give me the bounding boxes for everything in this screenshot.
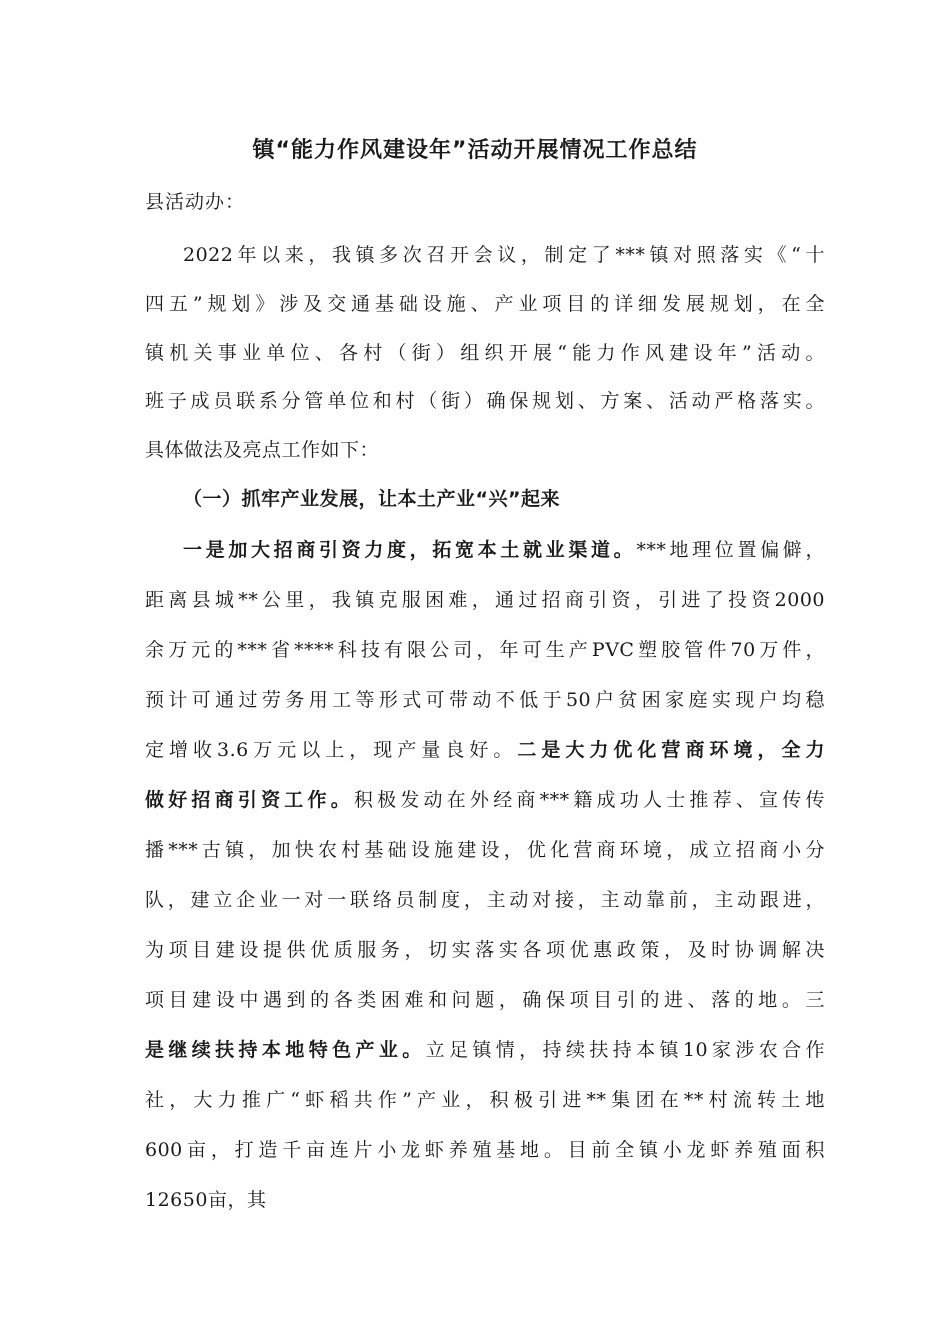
body-line-3: 余万元的***省****科技有限公司，年可生产PVC塑胶管件70万件，	[145, 639, 825, 661]
key-point-2-cont: 做好招商引资工作。	[145, 789, 354, 811]
intro-line-5: 具体做法及亮点工作如下：	[145, 439, 380, 461]
body-line-12: 社，大力推广“虾稻共作”产业，积极引进**集团在**村流转土地	[145, 1089, 825, 1111]
intro-line-2: 四五”规划》涉及交通基础设施、产业项目的详细发展规划，在全	[145, 293, 825, 315]
body-line-9: 为项目建设提供优质服务，切实落实各项优惠政策，及时协调解决	[145, 939, 825, 961]
body-line-10: 项目建设中遇到的各类困难和问题，确保项目引的进、落的地。三	[145, 989, 825, 1011]
body-line-7: 播***古镇，加快农村基础设施建设，优化营商环境，成立招商小分	[145, 839, 825, 861]
body-line-8: 队，建立企业一对一联络员制度，主动对接，主动靠前，主动跟进，	[145, 889, 825, 911]
key-point-1: 一是加大招商引资力度，拓宽本土就业渠道。	[183, 539, 637, 561]
body-text: 定增收3.6万元以上，现产量良好。	[145, 739, 518, 761]
body-line-2: 距离县城**公里，我镇克服困难，通过招商引资，引进了投资2000	[145, 589, 825, 611]
document-title: 镇“能力作风建设年”活动开展情况工作总结	[252, 138, 698, 163]
body-line-14: 12650亩，其	[145, 1189, 267, 1211]
body-line-4: 预计可通过劳务用工等形式可带动不低于50户贫困家庭实现户均稳	[145, 689, 825, 711]
body-line-11	[145, 1033, 825, 1067]
body-line-6	[145, 783, 825, 817]
body-line-13: 600亩，打造千亩连片小龙虾养殖基地。目前全镇小龙虾养殖面积	[145, 1139, 825, 1161]
intro-line-3: 镇机关事业单位、各村（街）组织开展“能力作风建设年”活动。	[145, 342, 825, 364]
section-heading: （一）抓牢产业发展，让本土产业“兴”起来	[183, 488, 560, 510]
body-text: ***地理位置偏僻，	[636, 539, 825, 561]
intro-line-4: 班子成员联系分管单位和村（街）确保规划、方案、活动严格落实。	[145, 390, 825, 412]
salutation: 县活动办：	[145, 191, 246, 213]
intro-line-1: 2022年以来，我镇多次召开会议，制定了***镇对照落实《“十	[183, 244, 825, 266]
body-text: 立足镇情，持续扶持本镇10家涉农合作	[425, 1039, 825, 1061]
body-line-1	[183, 533, 825, 567]
key-point-3: 是继续扶持本地特色产业。	[145, 1039, 426, 1061]
body-line-5	[145, 733, 825, 767]
key-point-2: 二是大力优化营商环境，全力	[517, 739, 825, 761]
body-text: 积极发动在外经商***籍成功人士推荐、宣传传	[353, 789, 825, 811]
